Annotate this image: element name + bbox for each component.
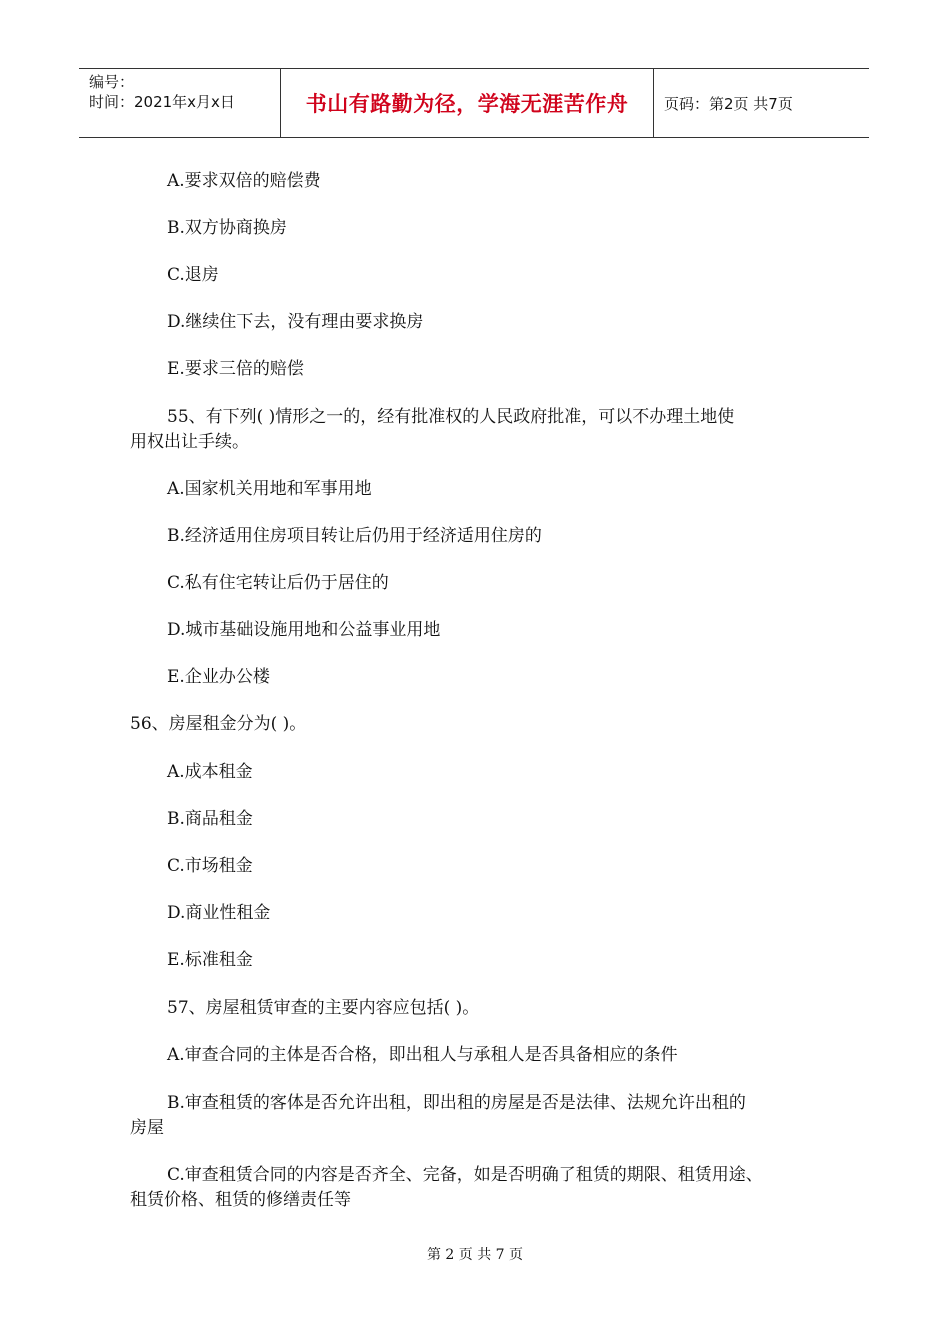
q55-question-line-2: 用权出让手续。 <box>130 432 249 452</box>
q55-option-c: C.私有住宅转让后仍于居住的 <box>167 573 389 593</box>
header-page-info: 页码：第2页 共7页 <box>664 94 793 113</box>
q56-question: 56、房屋租金分为( )。 <box>130 714 307 734</box>
q56-option-b: B.商品租金 <box>167 809 253 829</box>
page-header <box>79 68 869 138</box>
q55-option-e: E.企业办公楼 <box>167 667 270 687</box>
q57-option-a: A.审查合同的主体是否合格，即出租人与承租人是否具备相应的条件 <box>167 1045 678 1065</box>
header-meta <box>79 69 281 137</box>
q54-option-e: E.要求三倍的赔偿 <box>167 359 304 379</box>
page-footer: 第 2 页 共 7 页 <box>426 1247 524 1263</box>
q56-option-d: D.商业性租金 <box>167 903 271 923</box>
q55-question-line-1: 55、有下列( )情形之一的，经有批准权的人民政府批准，可以不办理土地使 <box>167 407 735 427</box>
q54-option-a: A.要求双倍的赔偿费 <box>167 171 321 191</box>
q57-option-b-line-2: 房屋 <box>130 1118 164 1138</box>
q54-option-b: B.双方协商换房 <box>167 218 287 238</box>
q57-option-c-line-1: C.审查租赁合同的内容是否齐全、完备，如是否明确了租赁的期限、租赁用途、 <box>167 1165 763 1185</box>
header-motto-cell <box>281 69 654 137</box>
q57-question: 57、房屋租赁审查的主要内容应包括( )。 <box>167 998 480 1018</box>
document-time-label: 时间：2021年x月x日 <box>89 93 235 111</box>
q57-option-b-line-1: B.审查租赁的客体是否允许出租，即出租的房屋是否是法律、法规允许出租的 <box>167 1093 746 1113</box>
q57-option-c-line-2: 租赁价格、租赁的修缮责任等 <box>130 1190 351 1210</box>
q55-option-d: D.城市基础设施用地和公益事业用地 <box>167 620 441 640</box>
q55-option-b: B.经济适用住房项目转让后仍用于经济适用住房的 <box>167 526 542 546</box>
q54-option-c: C.退房 <box>167 265 219 285</box>
document-number-label: 编号： <box>89 73 135 91</box>
q56-option-e: E.标准租金 <box>167 950 253 970</box>
q56-option-a: A.成本租金 <box>167 762 253 782</box>
header-motto: 书山有路勤为径，学海无涯苦作舟 <box>305 92 629 116</box>
q56-option-c: C.市场租金 <box>167 856 253 876</box>
q54-option-d: D.继续住下去，没有理由要求换房 <box>167 312 424 332</box>
q55-option-a: A.国家机关用地和军事用地 <box>167 479 372 499</box>
